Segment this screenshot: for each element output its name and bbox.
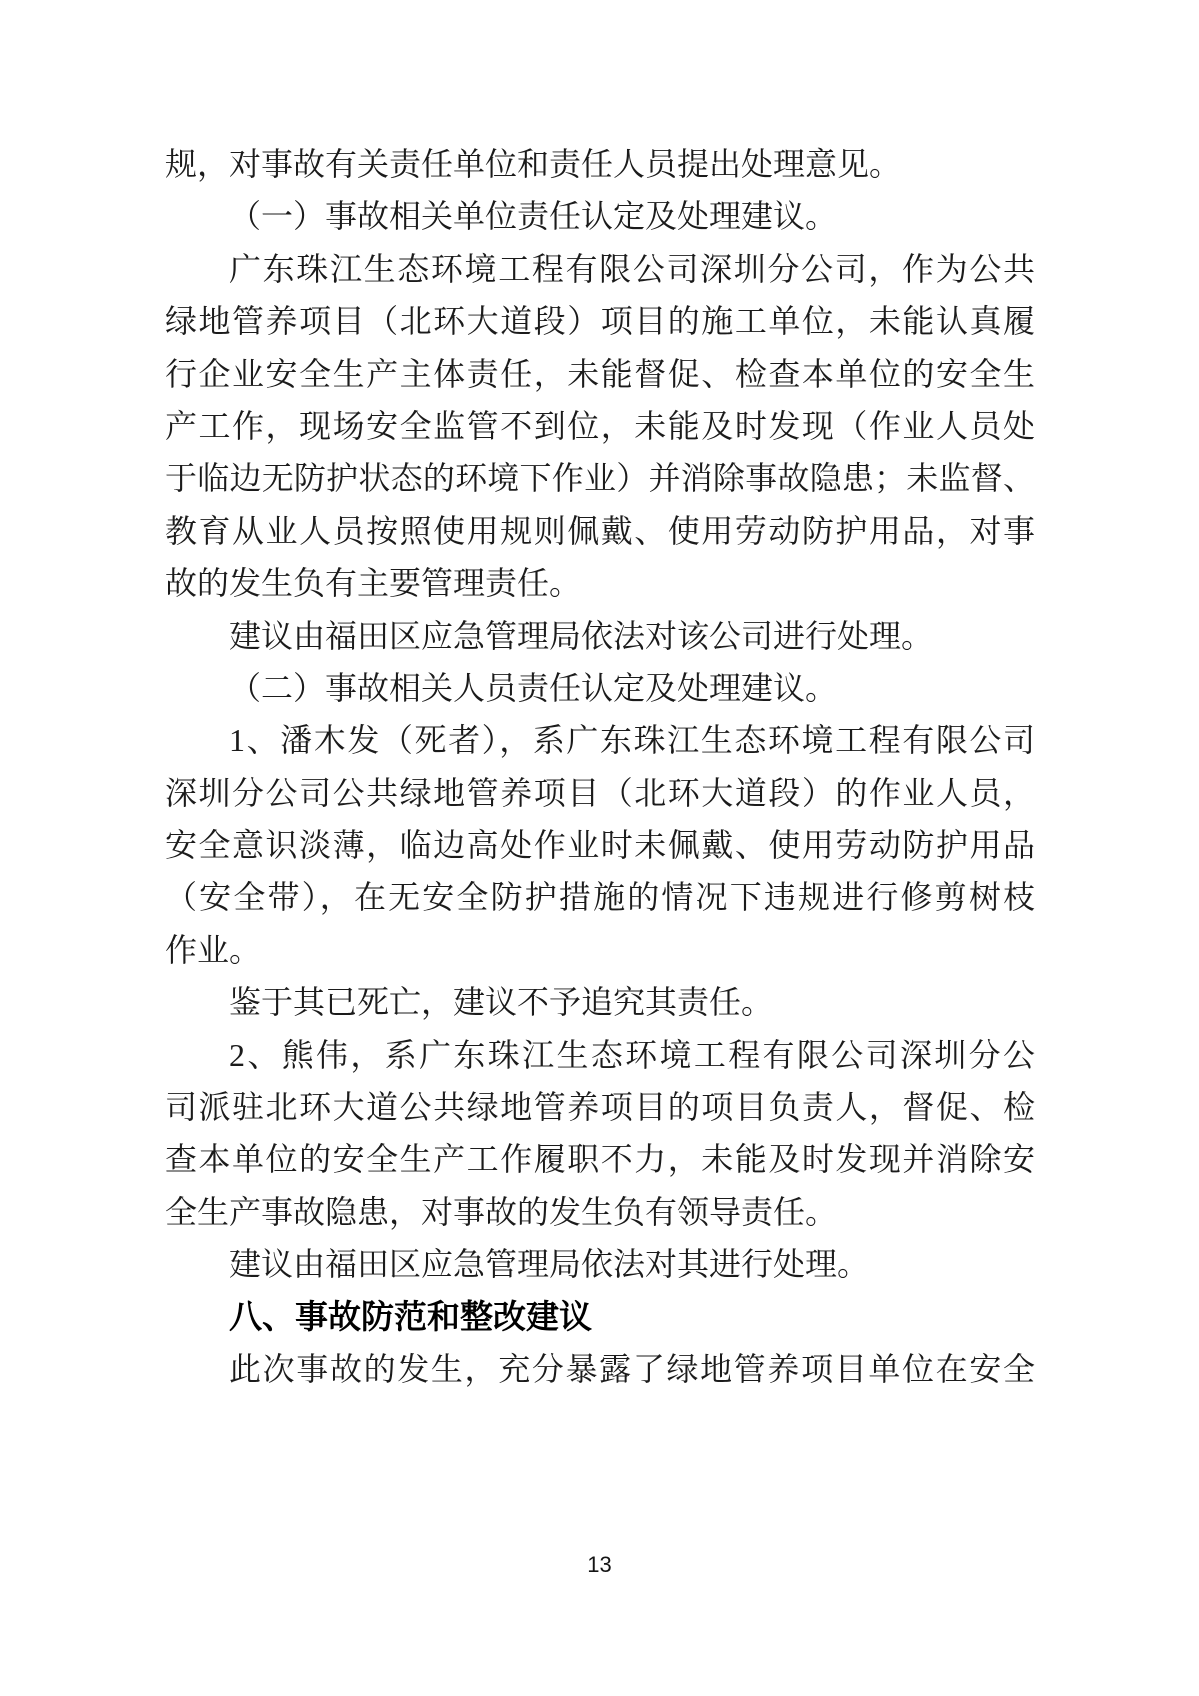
text-line: 鉴于其已死亡，建议不予追究其责任。 (229, 984, 774, 1021)
page-number: 13 (587, 1552, 612, 1577)
text-line: 行企业安全生产主体责任，未能督促、检查本单位的安全生 (165, 355, 1035, 392)
text-line: 广东珠江生态环境工程有限公司深圳分公司，作为公共 (229, 250, 1035, 287)
paragraph (165, 138, 1035, 190)
text-line: 作业。 (165, 931, 262, 968)
text-line: 此次事故的发生，充分暴露了绿地管养项目单位在安全 (229, 1350, 1035, 1387)
text-line: 2、熊伟，系广东珠江生态环境工程有限公司深圳分公 (229, 1036, 1035, 1073)
text-line: 教育从业人员按照使用规则佩戴、使用劳动防护用品，对事 (165, 512, 1035, 549)
text-line: 建议由福田区应急管理局依法对该公司进行处理。 (229, 617, 934, 654)
paragraph (165, 190, 1035, 242)
text-line: 八、事故防范和整改建议 (229, 1297, 592, 1335)
text-line: （一）事故相关单位责任认定及处理建议。 (229, 198, 838, 235)
text-line: 产工作，现场安全监管不到位，未能及时发现（作业人员处 (165, 407, 1035, 444)
document-body (165, 138, 1035, 1395)
text-line: （安全带），在无安全防护措施的情况下违规进行修剪树枝 (165, 879, 1035, 916)
text-line: 规，对事故有关责任单位和责任人员提出处理意见。 (165, 146, 902, 182)
paragraph (165, 610, 1035, 662)
text-line: 安全意识淡薄，临边高处作业时未佩戴、使用劳动防护用品 (165, 827, 1035, 864)
paragraph (165, 1343, 1035, 1395)
text-line: 司派驻北环大道公共绿地管养项目的项目负责人，督促、检 (165, 1089, 1035, 1126)
paragraph (165, 243, 1035, 610)
paragraph (165, 662, 1035, 714)
text-line: 查本单位的安全生产工作履职不力，未能及时发现并消除安 (165, 1141, 1035, 1178)
text-line: 绿地管养项目（北环大道段）项目的施工单位，未能认真履 (165, 303, 1035, 340)
paragraph (165, 1029, 1035, 1239)
section-heading (165, 1291, 1035, 1343)
paragraph (165, 976, 1035, 1028)
paragraph (165, 714, 1035, 976)
paragraph (165, 1238, 1035, 1290)
text-line: 故的发生负有主要管理责任。 (165, 565, 582, 602)
text-line: 全生产事故隐患，对事故的发生负有领导责任。 (165, 1193, 838, 1230)
text-line: 建议由福田区应急管理局依法对其进行处理。 (229, 1246, 870, 1283)
text-line: （二）事故相关人员责任认定及处理建议。 (229, 669, 838, 706)
text-line: 于临边无防护状态的环境下作业）并消除事故隐患；未监督、 (165, 460, 1035, 497)
text-line: 1、潘木发（死者），系广东珠江生态环境工程有限公司 (229, 722, 1035, 759)
text-line: 深圳分公司公共绿地管养项目（北环大道段）的作业人员， (165, 774, 1035, 811)
